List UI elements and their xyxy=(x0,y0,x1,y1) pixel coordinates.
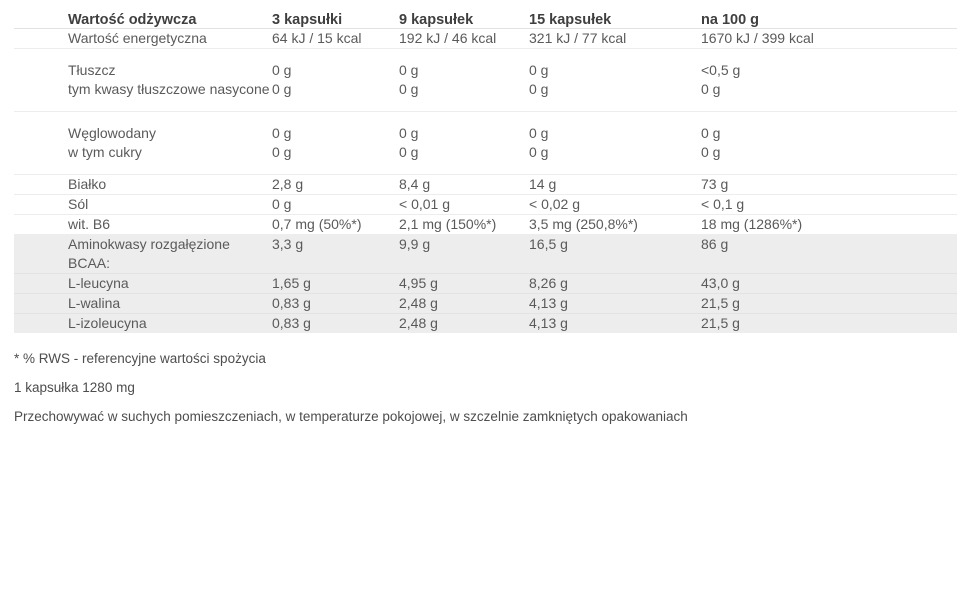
value-main: 0,83 g xyxy=(272,315,311,331)
value-main: 2,1 mg (150%*) xyxy=(399,216,497,232)
value-main: 21,5 g xyxy=(701,315,740,331)
value-main: < 0,02 g xyxy=(529,196,580,212)
value-sub: 0 g xyxy=(272,144,292,160)
value-main: 4,13 g xyxy=(529,315,568,331)
row-label-sub: w tym cukry xyxy=(68,144,142,160)
value-main: 321 kJ / 77 kcal xyxy=(529,30,627,46)
row-value-15-caps xyxy=(529,294,701,314)
value-main: 2,8 g xyxy=(272,176,304,192)
footnote-storage: Przechowywać w suchych pomieszczeniach, w temperaturze pokojowej, w szczelnie zamkniętych opakowaniach xyxy=(14,409,688,424)
table-row xyxy=(14,175,957,195)
row-label-main: L-walina xyxy=(68,295,121,311)
row-value-9-caps xyxy=(399,314,529,334)
row-value-per-100g xyxy=(701,274,957,294)
column-header-15-caps: 15 kapsułek xyxy=(529,12,701,29)
column-header-3-caps: 3 kapsułki xyxy=(272,12,399,29)
row-value-per-100g xyxy=(701,195,957,215)
row-value-3-caps xyxy=(272,314,399,334)
row-value-9-caps xyxy=(399,274,529,294)
row-value-15-caps xyxy=(529,49,701,112)
value-main: 192 kJ / 46 kcal xyxy=(399,30,497,46)
row-label xyxy=(14,112,272,175)
value-main: 1,65 g xyxy=(272,275,311,291)
value-main: 2,48 g xyxy=(399,315,438,331)
row-label-main: Białko xyxy=(68,176,107,192)
value-main: 0 g xyxy=(529,125,549,141)
footnotes xyxy=(14,351,957,425)
row-value-15-caps xyxy=(529,195,701,215)
row-value-9-caps xyxy=(399,112,529,175)
row-value-per-100g xyxy=(701,215,957,235)
row-value-per-100g xyxy=(701,235,957,274)
value-main: < 0,01 g xyxy=(399,196,450,212)
row-label-main: wit. B6 xyxy=(68,216,111,232)
value-main: 1670 kJ / 399 kcal xyxy=(701,30,814,46)
value-main: 73 g xyxy=(701,176,729,192)
value-main: 0 g xyxy=(529,62,549,78)
value-main: 0,7 mg (50%*) xyxy=(272,216,362,232)
nutrition-table xyxy=(14,12,957,333)
row-label-main: L-izoleucyna xyxy=(68,315,147,331)
value-sub: 0 g xyxy=(399,81,419,97)
footnote-rws: * % RWS - referencyjne wartości spożycia xyxy=(14,351,266,366)
table-row xyxy=(14,235,957,274)
value-main: 0 g xyxy=(272,62,292,78)
row-label xyxy=(14,175,272,195)
row-label xyxy=(14,49,272,112)
column-header-9-caps: 9 kapsułek xyxy=(399,12,529,29)
row-value-per-100g xyxy=(701,49,957,112)
row-value-9-caps xyxy=(399,215,529,235)
row-label-sub: tym kwasy tłuszczowe nasycone xyxy=(68,81,270,97)
row-value-9-caps xyxy=(399,29,529,49)
table-row xyxy=(14,215,957,235)
value-main: 21,5 g xyxy=(701,295,740,311)
value-sub: 0 g xyxy=(529,144,549,160)
value-main: 0 g xyxy=(272,125,292,141)
row-value-9-caps xyxy=(399,195,529,215)
row-value-per-100g xyxy=(701,175,957,195)
value-main: 18 mg (1286%*) xyxy=(701,216,803,232)
row-value-3-caps xyxy=(272,112,399,175)
value-main: 43,0 g xyxy=(701,275,740,291)
value-main: 4,95 g xyxy=(399,275,438,291)
value-main: 2,48 g xyxy=(399,295,438,311)
value-main: 0,83 g xyxy=(272,295,311,311)
value-main: 0 g xyxy=(399,125,419,141)
value-main: 9,9 g xyxy=(399,236,431,252)
row-label xyxy=(14,294,272,314)
table-row xyxy=(14,314,957,334)
value-main: 16,5 g xyxy=(529,236,568,252)
row-label-main: Aminokwasy rozgałęzione BCAA: xyxy=(68,236,230,271)
value-main: 8,26 g xyxy=(529,275,568,291)
value-main: 3,3 g xyxy=(272,236,304,252)
row-value-3-caps xyxy=(272,294,399,314)
table-row xyxy=(14,112,957,175)
row-value-15-caps xyxy=(529,235,701,274)
row-label-main: Węglowodany xyxy=(68,125,156,141)
value-main: 14 g xyxy=(529,176,557,192)
value-main: 64 kJ / 15 kcal xyxy=(272,30,362,46)
value-main: <0,5 g xyxy=(701,62,741,78)
value-main: < 0,1 g xyxy=(701,196,745,212)
row-value-15-caps xyxy=(529,274,701,294)
value-sub: 0 g xyxy=(701,81,721,97)
row-label-main: L-leucyna xyxy=(68,275,129,291)
footnote-capsule-weight: 1 kapsułka 1280 mg xyxy=(14,380,135,395)
row-value-3-caps xyxy=(272,235,399,274)
row-value-15-caps xyxy=(529,314,701,334)
table-row xyxy=(14,294,957,314)
value-main: 0 g xyxy=(272,196,292,212)
row-value-9-caps xyxy=(399,175,529,195)
value-main: 0 g xyxy=(399,62,419,78)
row-value-3-caps xyxy=(272,274,399,294)
row-label-main: Tłuszcz xyxy=(68,62,116,78)
value-sub: 0 g xyxy=(529,81,549,97)
table-header-row xyxy=(14,12,957,29)
value-sub: 0 g xyxy=(399,144,419,160)
row-label xyxy=(14,274,272,294)
row-value-3-caps xyxy=(272,215,399,235)
row-label xyxy=(14,195,272,215)
row-label-main: Sól xyxy=(68,196,89,212)
row-label xyxy=(14,215,272,235)
value-main: 4,13 g xyxy=(529,295,568,311)
row-label xyxy=(14,29,272,49)
column-header-nutrient: Wartość odżywcza xyxy=(14,12,272,29)
row-value-15-caps xyxy=(529,215,701,235)
row-value-per-100g xyxy=(701,112,957,175)
row-label xyxy=(14,235,272,274)
table-header xyxy=(14,12,957,29)
row-value-15-caps xyxy=(529,29,701,49)
row-value-9-caps xyxy=(399,49,529,112)
table-row xyxy=(14,29,957,49)
row-label xyxy=(14,314,272,334)
row-value-15-caps xyxy=(529,175,701,195)
value-sub: 0 g xyxy=(701,144,721,160)
value-main: 86 g xyxy=(701,236,729,252)
value-main: 3,5 mg (250,8%*) xyxy=(529,216,638,232)
table-body xyxy=(14,29,957,334)
row-value-per-100g xyxy=(701,294,957,314)
row-value-15-caps xyxy=(529,112,701,175)
row-value-3-caps xyxy=(272,29,399,49)
row-value-3-caps xyxy=(272,49,399,112)
table-row xyxy=(14,195,957,215)
table-row xyxy=(14,49,957,112)
row-value-3-caps xyxy=(272,195,399,215)
row-value-3-caps xyxy=(272,175,399,195)
value-sub: 0 g xyxy=(272,81,292,97)
row-value-9-caps xyxy=(399,294,529,314)
row-value-per-100g xyxy=(701,314,957,334)
row-value-per-100g xyxy=(701,29,957,49)
column-header-per-100g: na 100 g xyxy=(701,12,957,29)
row-label-main: Wartość energetyczna xyxy=(68,30,207,46)
row-value-9-caps xyxy=(399,235,529,274)
table-row xyxy=(14,274,957,294)
value-main: 0 g xyxy=(701,125,721,141)
value-main: 8,4 g xyxy=(399,176,431,192)
